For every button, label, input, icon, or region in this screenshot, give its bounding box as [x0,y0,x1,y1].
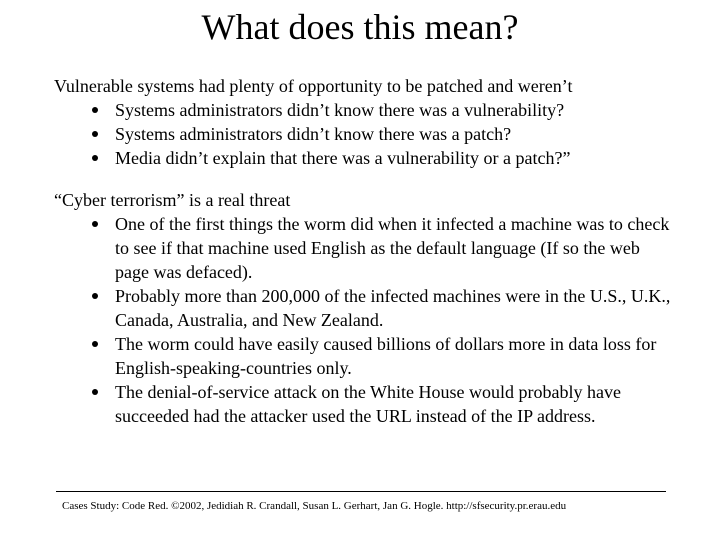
bullet-text: The worm could have easily caused billions of dollars more in data loss for English-speaking-countries only. [115,334,657,378]
bullet-item [54,284,674,332]
section-cyber-terrorism [54,188,674,428]
bullet-text: One of the first things the worm did when it infected a machine was to check to see if that machine used English as the default language (If so the web page was defaced). [115,214,670,282]
bullet-dot-icon [92,221,98,227]
bullet-item [54,332,674,380]
bullet-item [54,146,674,170]
bullet-dot-icon [92,341,98,347]
bullet-text: Probably more than 200,000 of the infected machines were in the U.S., U.K., Canada, Australia, and New Zealand. [115,286,671,330]
footer-divider [56,491,666,492]
bullet-text: The denial-of-service attack on the White House would probably have succeeded had the attacker used the URL instead of the IP address. [115,382,621,426]
bullet-item [54,380,674,428]
section-heading: Vulnerable systems had plenty of opportunity to be patched and weren’t [54,76,573,96]
slide-body [54,74,674,428]
section-vulnerable-systems [54,74,674,170]
bullet-dot-icon [92,293,98,299]
slide-title: What does this mean? [201,7,519,47]
bullet-item [54,122,674,146]
bullet-item [54,98,674,122]
bullet-text: Systems administrators didn’t know there was a vulnerability? [115,100,565,120]
bullet-dot-icon [92,107,98,113]
bullet-text: Media didn’t explain that there was a vulnerability or a patch?” [115,148,571,168]
bullet-item [54,212,674,284]
bullet-text: Systems administrators didn’t know there was a patch? [115,124,512,144]
bullet-dot-icon [92,131,98,137]
bullet-list [54,212,674,428]
bullet-dot-icon [92,155,98,161]
bullet-list [54,98,674,170]
section-heading: “Cyber terrorism” is a real threat [54,190,291,210]
bullet-dot-icon [92,389,98,395]
footer-citation: Cases Study: Code Red. ©2002, Jedidiah R. Crandall, Susan L. Gerhart, Jan G. Hogle. http://sfsecurity.pr.erau.edu [62,500,567,512]
